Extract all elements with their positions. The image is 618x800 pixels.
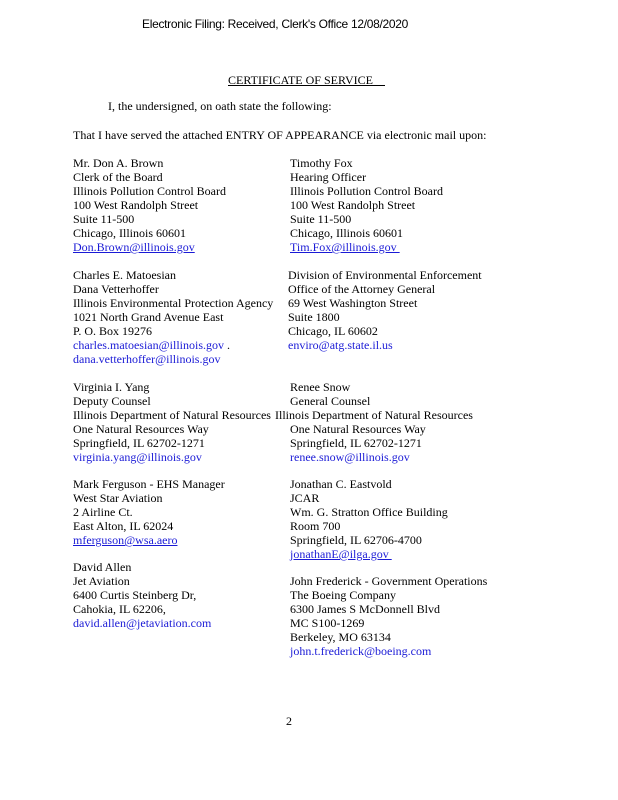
certificate-title: CERTIFICATE OF SERVICE <box>228 73 385 87</box>
recipient-po-box: P. O. Box 19276 <box>73 324 153 338</box>
recipient-block-matoesian <box>73 268 273 366</box>
recipient-name: Mark Ferguson - EHS Manager <box>73 477 225 491</box>
recipient-block-frederick <box>290 574 487 658</box>
recipient-name: John Frederick - Government Operations <box>290 574 488 588</box>
recipient-org: Illinois Environmental Protection Agency <box>73 296 274 310</box>
recipient-org: Illinois Pollution Control Board <box>73 184 227 198</box>
recipient-suite: Suite 11-500 <box>73 212 135 226</box>
recipient-org: Illinois Pollution Control Board <box>290 184 444 198</box>
recipient-email-link[interactable]: charles.matoesian@illinois.gov <box>73 338 225 352</box>
recipient-mail-code: MC S100-1269 <box>290 616 365 630</box>
recipient-title: Clerk of the Board <box>73 170 163 184</box>
recipient-city: East Alton, IL 62024 <box>73 519 174 533</box>
recipient-name-2: Dana Vetterhoffer <box>73 282 159 296</box>
recipient-address: 100 West Randolph Street <box>73 198 199 212</box>
recipient-address: One Natural Resources Way <box>290 422 426 436</box>
recipient-title: General Counsel <box>290 394 371 408</box>
recipient-address: 6400 Curtis Steinberg Dr, <box>73 588 197 602</box>
recipient-email-link[interactable]: enviro@atg.state.il.us <box>288 338 393 352</box>
recipient-block-yang <box>73 380 271 464</box>
recipient-city: Springfield, IL 62702-1271 <box>290 436 422 450</box>
recipient-org: Illinois Department of Natural Resources <box>275 408 473 422</box>
recipient-email-link-2[interactable]: dana.vetterhoffer@illinois.gov <box>73 352 221 366</box>
oath-statement: I, the undersigned, on oath state the following: <box>108 99 332 113</box>
recipient-city: Chicago, IL 60602 <box>288 324 378 338</box>
recipient-email-link[interactable]: Tim.Fox@illinois.gov <box>290 240 400 254</box>
recipient-email-link[interactable]: virginia.yang@illinois.gov <box>73 450 202 464</box>
recipient-block-division <box>288 268 482 352</box>
recipient-email-link[interactable]: Don.Brown@illinois.gov <box>73 240 195 254</box>
recipient-name: Virginia I. Yang <box>73 380 150 394</box>
recipient-block-brown <box>73 156 226 254</box>
recipient-address: 2 Airline Ct. <box>73 505 133 519</box>
recipient-address: 1021 North Grand Avenue East <box>73 310 224 324</box>
recipient-name: David Allen <box>73 560 132 574</box>
recipient-city: Chicago, Illinois 60601 <box>73 226 186 240</box>
recipient-org: West Star Aviation <box>73 491 163 505</box>
recipient-address: One Natural Resources Way <box>73 422 209 436</box>
recipient-org: The Boeing Company <box>290 588 396 602</box>
recipient-city: Springfield, IL 62702-1271 <box>73 436 205 450</box>
recipient-block-snow <box>275 380 473 464</box>
recipient-building: Wm. G. Stratton Office Building <box>290 505 448 519</box>
recipient-title: Deputy Counsel <box>73 394 151 408</box>
recipient-block-ferguson <box>73 477 225 547</box>
recipient-org: Jet Aviation <box>73 574 130 588</box>
recipient-city: Cahokia, IL 62206, <box>73 602 166 616</box>
recipient-org: JCAR <box>290 491 320 505</box>
recipient-suite: Suite 1800 <box>288 310 340 324</box>
recipient-name: Division of Environmental Enforcement <box>288 268 482 282</box>
recipient-email-link[interactable]: john.t.frederick@boeing.com <box>290 644 432 658</box>
recipient-address: 6300 James S McDonnell Blvd <box>290 602 440 616</box>
recipient-title: Hearing Officer <box>290 170 367 184</box>
recipient-suite: Suite 11-500 <box>290 212 352 226</box>
recipient-address: 100 West Randolph Street <box>290 198 416 212</box>
recipient-org: Illinois Department of Natural Resources <box>73 408 271 422</box>
recipient-email-link[interactable]: mferguson@wsa.aero <box>73 533 178 547</box>
recipient-block-eastvold <box>290 477 448 561</box>
filing-header: Electronic Filing: Received, Clerk's Office 12/08/2020 <box>142 17 409 31</box>
recipient-name: Timothy Fox <box>290 156 353 170</box>
service-statement: That I have served the attached ENTRY OF APPEARANCE via electronic mail upon: <box>73 128 487 142</box>
recipient-city: Chicago, Illinois 60601 <box>290 226 403 240</box>
recipient-email-link[interactable]: david.allen@jetaviation.com <box>73 616 212 630</box>
recipient-name: Jonathan C. Eastvold <box>290 477 392 491</box>
recipient-email-link[interactable]: renee.snow@illinois.gov <box>290 450 410 464</box>
recipient-block-fox <box>290 156 443 254</box>
recipient-name: Renee Snow <box>290 380 351 394</box>
page-number: 2 <box>286 714 292 728</box>
recipient-org: Office of the Attorney General <box>288 282 436 296</box>
recipient-block-allen <box>73 560 211 630</box>
recipient-email-link[interactable]: jonathanE@ilga.gov <box>290 547 392 561</box>
recipient-room: Room 700 <box>290 519 341 533</box>
recipient-address: 69 West Washington Street <box>288 296 418 310</box>
recipient-city: Springfield, IL 62706-4700 <box>290 533 422 547</box>
recipient-city: Berkeley, MO 63134 <box>290 630 391 644</box>
recipient-name: Mr. Don A. Brown <box>73 156 164 170</box>
recipient-name: Charles E. Matoesian <box>73 268 176 282</box>
trailing-period: . <box>224 338 231 352</box>
